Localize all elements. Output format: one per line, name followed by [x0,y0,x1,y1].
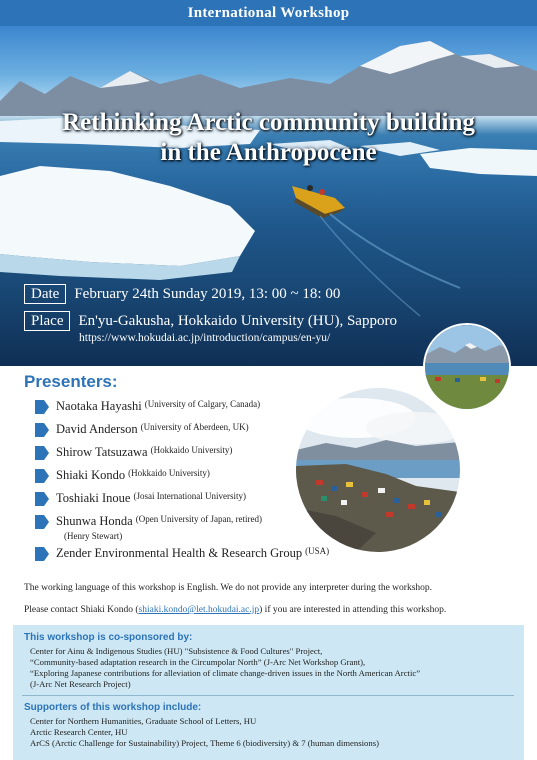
presenters-heading: Presenters: [24,372,118,391]
place-text: En'yu-Gakusha, Hokkaido University (HU), Sapporo [78,312,397,329]
sponsor-box [13,625,524,760]
cosponsor-line: (J-Arc Net Research Project) [30,679,131,689]
presenter-item [35,399,260,414]
place-label: Place [24,311,70,331]
supporter-line: Center for Northern Humanities, Graduate School of Letters, HU [30,716,257,726]
supporter-line: Arctic Research Center, HU [30,727,128,737]
title-line-1: Rethinking Arctic community building [62,109,475,136]
date-text: February 24th Sunday 2019, 13: 00 ~ 18: 00 [74,285,341,302]
presenter-item [35,422,249,437]
arrow-bullet-icon [35,492,49,506]
arrow-bullet-icon [35,423,49,437]
date-label: Date [24,284,66,304]
hero-image [0,26,537,366]
place-url-link[interactable]: https://www.hokudai.ac.jp/introduction/campus/en-yu/ [79,332,331,344]
supporter-line: ArCS (Arctic Challenge for Sustainability) Project, Theme 6 (biodiversity) & 7 (human dimensions) [30,738,379,748]
section-divider [22,695,514,696]
presenter-affiliation: (University of Calgary, Canada) [144,399,261,409]
supporters-heading: Supporters of this workshop include: [24,702,202,713]
presenter-affiliation: (Open University of Japan, retired) [135,514,262,524]
presenter-affiliation: (Hokkaido University) [128,468,210,478]
cosponsor-line: “Community-based adaptation research in the Circumpolar North” (J-Arc Net Workshop Grant), [30,657,366,667]
presenter-name: Shirow Tatsuzawa [56,445,148,459]
arrow-bullet-icon [35,400,49,414]
village-photo-small [423,323,511,411]
cosponsor-line: Center for Ainu & Indigenous Studies (HU) "Subsistence & Food Cultures" Project, [30,646,323,656]
presenter-name: Toshiaki Inoue [56,491,131,505]
language-note: The working language of this workshop is English. We do not provide any interpreter during the workshop. [24,583,433,593]
presenter-affiliation: (Josai International University) [133,491,246,501]
arrow-bullet-icon [35,547,49,561]
presenter-item [35,546,329,561]
presenter-name: David Anderson [56,422,138,436]
place-row [24,311,397,331]
arrow-bullet-icon [35,469,49,483]
date-row [24,284,340,304]
presenter-item [35,491,246,506]
contact-email-link[interactable]: shiaki.kondo@let.hokudai.ac.jp [138,605,260,615]
arrow-bullet-icon [35,515,49,529]
presenter-name: Naotaka Hayashi [56,399,142,413]
presenter-affiliation: (Hokkaido University) [150,445,233,455]
workshop-banner: International Workshop [0,0,537,26]
presenter-name: Shiaki Kondo [56,468,126,482]
contact-text-pre: Please contact Shiaki Kondo ( [24,605,139,615]
cosponsor-heading: This workshop is co-sponsored by: [24,632,193,643]
presenter-name: Zender Environmental Health & Research Group [56,546,303,560]
presenter-name: Shunwa Honda [56,514,133,528]
presenter-affiliation: (USA) [305,546,330,556]
contact-note [24,605,446,615]
presenter-alias: (Henry Stewart) [64,531,123,541]
title-line-2: in the Anthropocene [160,139,377,166]
presenter-item [35,445,232,460]
contact-text-post: ) if you are interested in attending this workshop. [259,605,447,615]
cosponsor-line: “Exploring Japanese contributions for alleviation of climate change-driven issues in the North American Arctic” [30,668,421,678]
presenter-affiliation: (University of Aberdeen, UK) [140,422,249,432]
arrow-bullet-icon [35,446,49,460]
village-photo-large [296,388,460,552]
presenter-item [35,468,210,483]
presenter-item [35,514,262,529]
